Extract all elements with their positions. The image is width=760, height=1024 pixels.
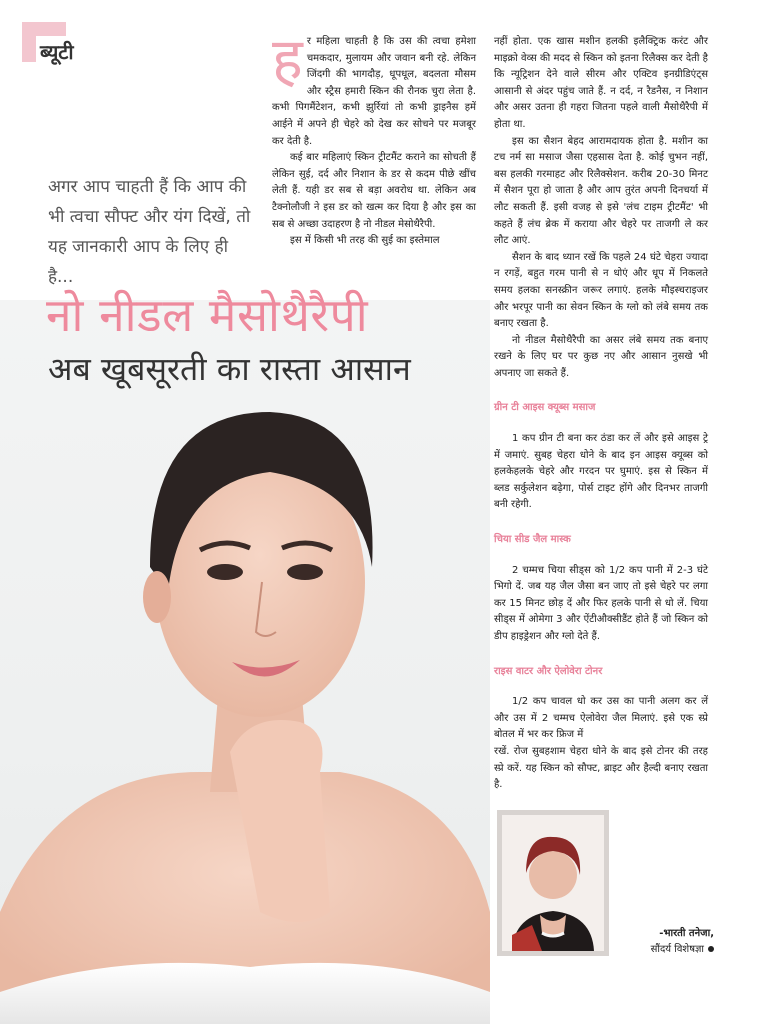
paragraph-8: 2 चम्मच चिया सीड्स को 1/2 कप पानी में 2-3 घंटे भिगो दें. जब यह जैल जैसा बन जाए तो इसे चेहरे पर लगा कर 15 मिनट छोड़ दें और फिर हलके पानी से धो लें. चिया सीड्स में ओमेगा 3 और ऐंटीऔक्सीडैंट होते हैं जो स्किन को डीप हाइड्रेशन और ग्लो देते हैं. — [494, 564, 708, 642]
drop-cap: ह — [272, 25, 303, 93]
subheading-chia: चिया सीड जैल मास्क — [494, 534, 571, 546]
paragraph-2: कई बार महिलाएं स्किन ट्रीटमैंट कराने का सोचती हैं लेकिन सुई, दर्द और निशान के डर से कदम पीछे खींच लेती हैं. यही डर सब से बड़ा अवरोध था. लेकिन अब टैक्नोलौजी ने इस डर को खत्म कर दिया है और इस का सब से अच्छा उदाहरण है नो नीडल मेसोथैरैपी. — [272, 152, 476, 230]
end-bullet-icon — [708, 946, 714, 952]
paragraph-9b: रखें. रोज सुबहशाम चेहरा धोने के बाद इसे टोनर की तरह स्प्रे करें. यह स्किन को सौफ्ट, ब्राइट और हैल्दी बनाए रखता है. — [494, 745, 708, 791]
paragraph-7: 1 कप ग्रीन टी बना कर ठंडा कर लें और इसे आइस ट्रे में जमाएं. सुबह चेहरा धोने के बाद इन आइस क्यूब्स को हलकेहलके चेहरे और गरदन पर घुमाएं. इस से स्किन में ब्लड सर्कुलेशन बढ़ेगा, पोर्स टाइट होंगे और दिनभर ताजगी बनी रहेगी. — [494, 433, 708, 511]
article-column-2 — [494, 34, 708, 794]
article-column-1 — [272, 25, 476, 250]
section-label: ब्यूटी — [40, 40, 74, 64]
paragraph-5: सैशन के बाद ध्यान रखें कि पहले 24 घंटे चेहरा ज्यादा न रगड़ें, बहुत गरम पानी से न धोएं और धूप में निकलते समय हलका सनस्क्रीन जरूर लगाएं. हलके मौइस्चराइजर और भरपूर पानी का सेवन स्किन के ग्लो को लंबे समय तक बनाए रखता है. — [494, 251, 708, 330]
paragraph-6: नो नीडल मैसोथैरैपी का असर लंबे समय तक बनाए रखने के लिए घर पर कुछ नए और आसान नुसखे भी अपनाए जा सकते हैं. — [494, 334, 708, 379]
byline-name: -भारती तनेजा, — [659, 928, 714, 939]
byline-title-row — [614, 942, 714, 958]
paragraph-1: र महिला चाहती है कि उस की त्वचा हमेशा चमकदार, मुलायम और जवान बनी रहे. लेकिन जिंदगी की भागदौड़, धूपधूल, बदलता मौसम और स्ट्रैस हमारी स्किन की रौनक चुरा लेता है. कभी पिगमैंटेशन, कभी झुर्रियां तो कभी ड्राइनैस हमें आईने में अपने ही चेहरे को देख कर सोचने पर मजबूर कर देती है. — [272, 36, 476, 147]
intro-text: अगर आप चाहती हैं कि आप की भी त्वचा सौफ्ट और यंग दिखें, तो यह जानकारी आप के लिए ही है... — [48, 177, 251, 287]
section-tag-bracket — [22, 22, 36, 62]
expert-photo — [497, 810, 609, 956]
headline-subtitle: अब खूबसूरती का रास्ता आसान — [48, 350, 411, 388]
paragraph-4: इस का सैशन बेहद आरामदायक होता है. मशीन का टच नर्म सा मसाज जैसा एहसास देता है. कोई चुभन नहीं, बस हलकी गरमाहट और रिलैक्सेशन. करीब 20-30 मिनट में सैशन पूरा हो जाता है और आप तुरंत अपनी दिनचर्या में लौट सकती हैं. इसी वजह से इसे 'लंच टाइम ट्रीटमैंट' भी कहते हैं लंच ब्रेक में कराया और चेहरे पर ताजगी ले कर लौट आएं. — [494, 135, 708, 247]
headline-title: नो नीडल मैसोथैरैपी — [46, 288, 369, 342]
byline-title: सौंदर्य विशेषज्ञा — [650, 944, 704, 955]
model-photo — [0, 392, 490, 1024]
paragraph-3-start: इस में किसी भी तरह की सुई का इस्तेमाल — [290, 235, 440, 247]
paragraph-9a: 1/2 कप चावल धो कर उस का पानी अलग कर लें और उस में 2 चम्मच ऐलोवेरा जैल मिलाएं. इसे एक स्प्रे बोतल में भर कर फ्रिज में — [494, 696, 708, 741]
subheading-green-tea: ग्रीन टी आइस क्यूब्स मसाज — [494, 402, 596, 414]
subheading-rice-water: राइस वाटर और ऐलोवेरा टोनर — [494, 665, 603, 677]
byline — [614, 926, 714, 958]
paragraph-3-cont: नहीं होता. एक खास मशीन हलकी इलैक्ट्रिक करंट और माइक्रो वेव्स की मदद से स्किन को इतना रिलैक्स कर देती है कि न्यूट्रिशन देने वाले सीरम और एक्टिव इनग्रीडिएंट्स आसानी से अंदर पहुंच जाते हैं. न दर्द, न रैडनैस, न निशान और असर उतना ही गहरा जितना पहले वाली मैसोथैरैपी में होता था. — [494, 36, 708, 130]
